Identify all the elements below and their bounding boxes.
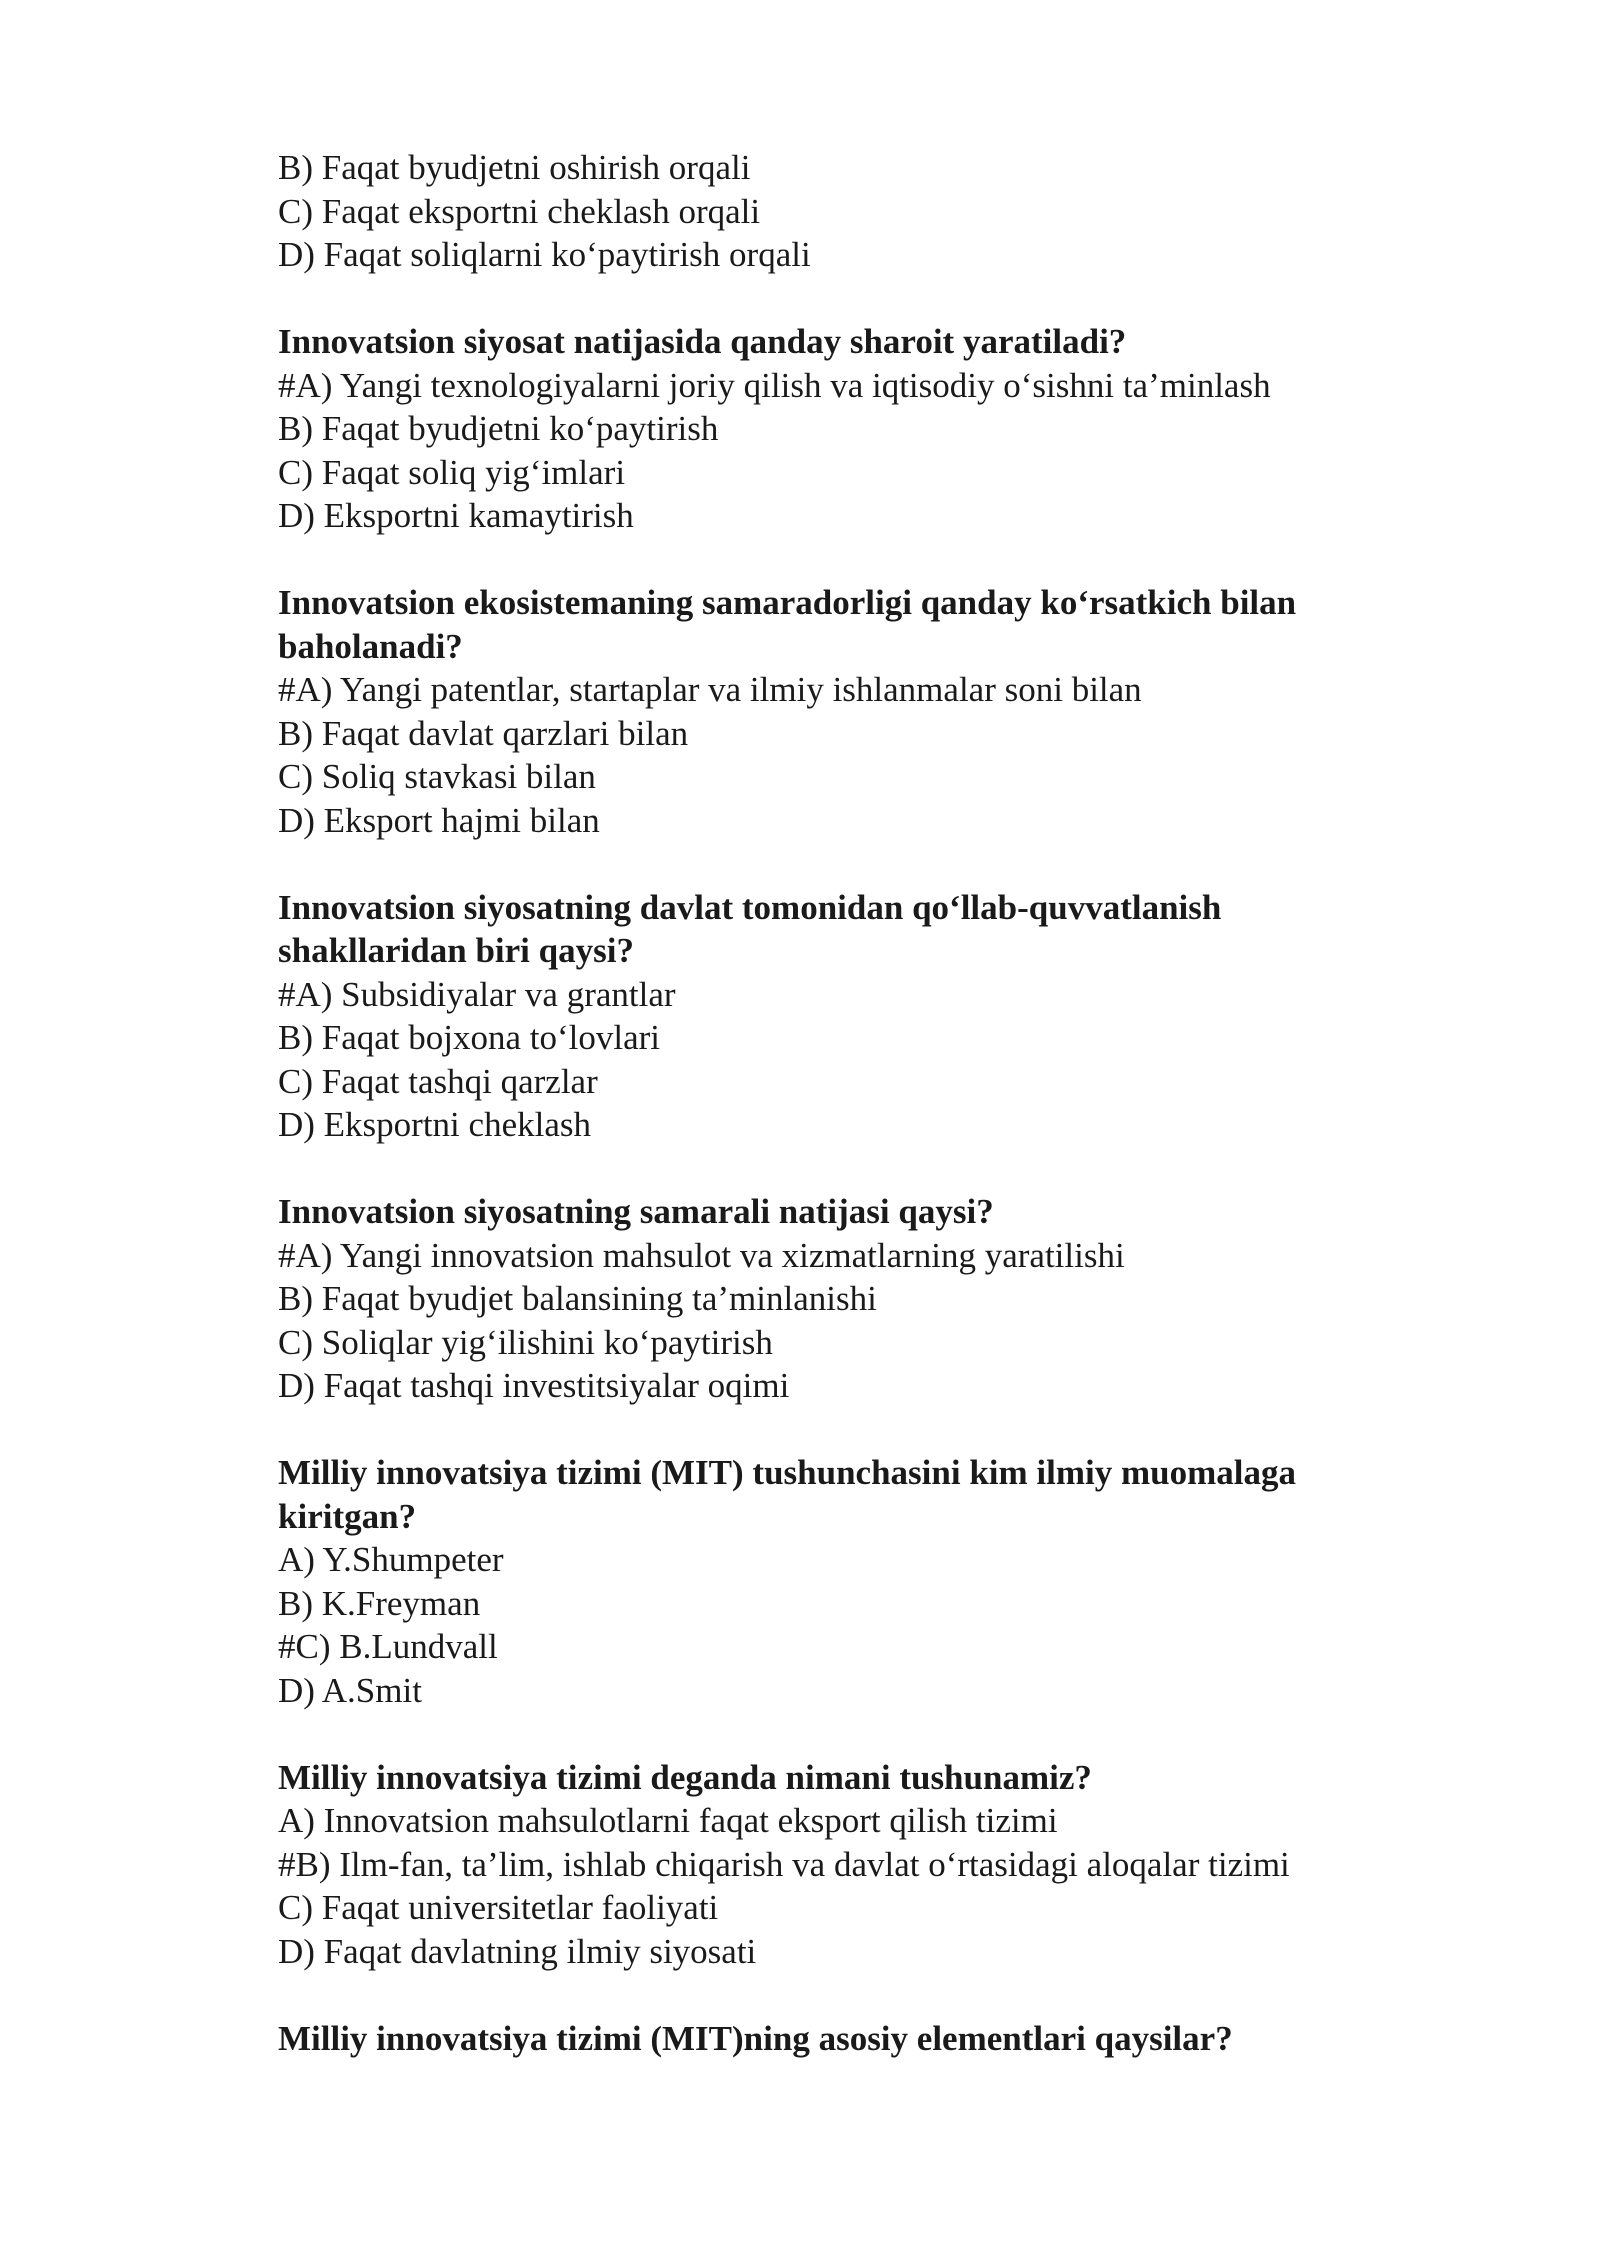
question-block	[278, 886, 1408, 1147]
answer-option: C) Faqat soliq yig‘imlari	[278, 452, 626, 492]
question-block	[278, 2017, 1408, 2061]
answer-option: D) Eksportni cheklash	[278, 1105, 591, 1144]
answer-option: B) Faqat bojxona to‘lovlari	[278, 1018, 661, 1057]
question-text: Milliy innovatsiya tizimi (MIT) tushunchasini kim ilmiy muomalaga kiritgan?	[278, 1453, 1297, 1536]
answer-option: #A) Yangi innovatsion mahsulot va xizmatlarning yaratilishi	[278, 1235, 1125, 1275]
answer-option: C) Faqat universitetlar faoliyati	[278, 1888, 719, 1927]
answer-option: #A) Subsidiyalar va grantlar	[278, 974, 676, 1014]
answer-option: B) Faqat davlat qarzlari bilan	[278, 713, 689, 753]
answer-option: C) Faqat eksportni cheklash orqali	[278, 191, 761, 231]
question-block	[278, 581, 1408, 842]
question-text: Innovatsion siyosat natijasida qanday sharoit yaratiladi?	[278, 322, 1127, 361]
question-text: Innovatsion siyosatning davlat tomonidan qo‘llab-quvvatlanish shakllaridan biri qaysi?	[278, 887, 1222, 970]
answer-option: B) Faqat byudjetni oshirish orqali	[278, 148, 751, 187]
answer-option: #A) Yangi patentlar, startaplar va ilmiy ishlanmalar soni bilan	[278, 670, 1142, 709]
document-page	[278, 146, 1408, 2104]
question-text: Milliy innovatsiya tizimi (MIT)ning asosiy elementlari qaysilar?	[278, 2018, 1233, 2058]
answer-option: D) A.Smit	[278, 1670, 422, 1710]
question-block	[278, 146, 1408, 277]
question-block	[278, 1756, 1408, 1974]
answer-option: C) Soliq stavkasi bilan	[278, 757, 596, 796]
answer-option: D) Eksport hajmi bilan	[278, 800, 600, 840]
question-block	[278, 320, 1408, 538]
question-block	[278, 1451, 1408, 1712]
answer-option: A) Y.Shumpeter	[278, 1540, 504, 1579]
answer-option: #B) Ilm-fan, ta’lim, ishlab chiqarish va davlat o‘rtasidagi aloqalar tizimi	[278, 1844, 1290, 1884]
answer-option: #C) B.Lundvall	[278, 1627, 498, 1666]
question-text: Innovatsion ekosistemaning samaradorligi qanday ko‘rsatkich bilan baholanadi?	[278, 583, 1297, 666]
answer-option: B) K.Freyman	[278, 1583, 481, 1623]
answer-option: A) Innovatsion mahsulotlarni faqat eksport qilish tizimi	[278, 1801, 1058, 1840]
answer-option: D) Eksportni kamaytirish	[278, 496, 634, 535]
answer-option: B) Faqat byudjetni ko‘paytirish	[278, 409, 719, 448]
question-text: Innovatsion siyosatning samarali natijasi qaysi?	[278, 1192, 994, 1231]
answer-option: D) Faqat davlatning ilmiy siyosati	[278, 1931, 757, 1971]
question-text: Milliy innovatsiya tizimi deganda nimani tushunamiz?	[278, 1757, 1092, 1797]
answer-option: C) Faqat tashqi qarzlar	[278, 1061, 598, 1101]
answer-option: D) Faqat tashqi investitsiyalar oqimi	[278, 1366, 790, 1405]
answer-option: B) Faqat byudjet balansining ta’minlanishi	[278, 1279, 877, 1318]
answer-option: #A) Yangi texnologiyalarni joriy qilish va iqtisodiy o‘sishni ta’minlash	[278, 365, 1271, 405]
question-block	[278, 1190, 1408, 1408]
answer-option: D) Faqat soliqlarni ko‘paytirish orqali	[278, 235, 811, 274]
answer-option: C) Soliqlar yig‘ilishini ko‘paytirish	[278, 1322, 773, 1362]
